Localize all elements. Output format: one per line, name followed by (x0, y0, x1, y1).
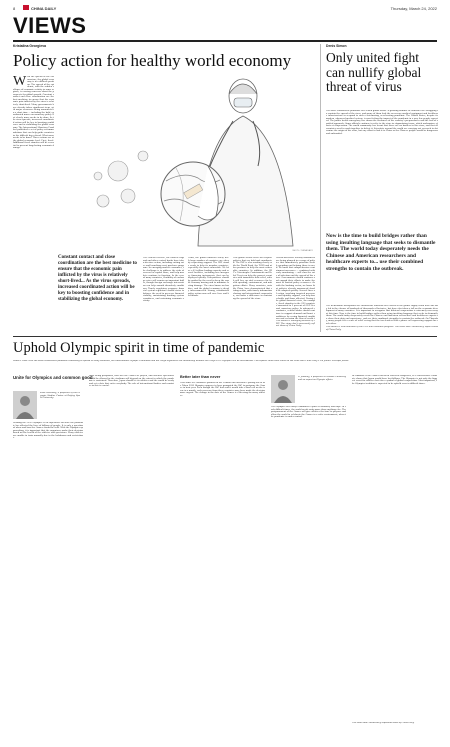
right-text-1: The novel coronavirus pandemic has seized global havoc. A growing number of countries are struggling to contain the spread of the virus, and many of them lack the necessary medical equipment and healthcare infrastructure to respond to such a fast-moving, accelerating pandemic. The United States, despite its modern, advanced medical system, is now feeling the impact of the pandemic in a way few people expected. The public health emergency has shown the weakness of the country's preparedness and the lack of a unified approach. Some officials continue to refer to the virus in stigmatizing terms, which undermines efforts at cooperation. The world community has learnt that there are no borders to this virus, and that all countries need to work together to defeat it. Scientists around the world are carrying out research to determine the origin of the virus, but any effort to link it to China or the Chinese people would be dangerous and unfounded. (326, 110, 438, 135)
bottom-col-5: to eliminate if the Games had been canceled altogether, as a conservative estimate shows that Japan would have lost billions. The Olympics is not only the biggest event for athletes but also a symbol of global cooperation. Most important, the Olympics tradition is expected to be upheld even in difficult times. (352, 375, 437, 385)
section-title: VIEWS (13, 13, 87, 38)
right-text-2: The tremendous disruptions the coronavirus outbreak has caused in the global supply chain have not only led to the closure of hundreds of thousands of factories, but have also taken a toll on the economic development of many countries. It is important to recognize that bilateral cooperation is extremely necessary at this time. Now is the time to build bridges rather than using insulting language that seeks to dismantle them. The world today desperately needs the Chinese and American researchers and healthcare experts to share their data and experience, and use their combined strengths to contain the outbreak. On Thursday, many people felt a sense of relief seeing that the two leaders held a phone call expressing support for each other. (326, 305, 438, 325)
author-1-bio: Zhou Weisheng, a professor of the Olympic Studies Center at Beijing Sport University. (40, 392, 80, 400)
right-headline: Only united fight can nullify global threat of virus (326, 50, 422, 94)
sub-heading-1 (13, 375, 98, 381)
right-pull-quote: Now is the time to build bridges rather than using insulting language that seeks to dismantle them. The world today desperately needs the Chinese and American researchers and healthcare experts to... use their combined strengths to contain the outbreak. (326, 233, 436, 272)
author-2-bio: Yi Jianding, a professor at Waseda University and an expert on Olympic affairs. (298, 376, 346, 381)
bottom-author-note: The views don't necessarily represent those of China Daily. (352, 722, 415, 724)
issue-date: Thursday, March 24, 2022 (390, 6, 437, 11)
bottom-standfirst: Editor's Note: With the novel coronavirus pandemic continuing to spread in many countries, the International Olympic Committee and the Tokyo organizers are considering whether the Tokyo 2020 Olympics will be rescheduled. Two experts share their views on the issue with China Daily's Liu Jianna. Excerpts follow: (13, 360, 349, 362)
bottom-col-1: Reading the 2020 Olympics is an experience because the pandemic has affected the lives of billions of people. It is only a question of when and how the Games should be held. With the Olympics approaching, it is important that the organizers make their decision based on the health of the athletes and spectators. Many athletes are unable to train normally due to the lockdowns and restrictions. (13, 422, 83, 440)
sub-heading-1-text: Unite for Olympics and common good (13, 375, 93, 380)
left-col-1-text: ith the spread of the coronavirus, the global economy is in a difficult position. The spread of the epidemic, with the sudden collapse of economic activity in some regions, is causing concerns about the prospects for global growth. Constant contact and close coordination are the best medicine to ensure that the economic pain inflicted by the virus is relatively short-lived. Many governments have already taken significant steps, with major resources being announced in a short time — including the bold, coordinated moves on monetary policy. But clearly more needs to be done. As the virus spreads, increased coordinated action will be key to boosting confidence and in stabilizing the global economy. The International Monetary Fund has published a set of policy recommendations that can help guide countries in the difficult days ahead. What more needs to be done? Three actions are at the global economic level. First, fiscal. Additional fiscal stimulus will be essential to prevent long-lasting economic damage. (13, 76, 54, 150)
bottom-subhead: Better later than never (180, 375, 221, 379)
column-divider (320, 44, 321, 332)
left-byline: Kristalina Georgieva (13, 44, 46, 48)
bottom-col-3: That some IOC members planned in the Canada and Australia's pulling out of the Tokyo 2020 Olympics appears to have prompted the IOC to postpone the Games to next year. Even though the IOC had said it would take a final call on the issue in a month, such pressure from these countries may have made the decision more urgent. The change in the date of the Games is a blessing for many athletes. (180, 382, 265, 397)
bottom-headline: Uphold Olympic spirit in time of pandemic (13, 340, 265, 356)
drop-cap: W (13, 76, 27, 89)
china-daily-logo-icon (23, 5, 29, 10)
author-2-photo (271, 375, 295, 403)
doctor-globe-illustration-icon (58, 76, 315, 252)
right-byline: Denis Simon (326, 44, 347, 48)
left-col-1 (13, 76, 54, 326)
left-headline: Policy action for healthy world economy (13, 51, 292, 70)
bottom-col-2: After being postponed, how will the Games be played, and whether spectators would be allowed in the stadiums will depend on the extent to which the pandemic is contained. Therefore, Japan should let its athletes and the world be ready and set a date that suits everybody. The role of international bodies and countries in this is crucial. (89, 375, 174, 388)
right-author-note: The author is vice-chairman of the US-China relations program. The views don't necessarily reflect those of China Daily. (326, 326, 438, 331)
paper-name: CHINA DAILY (31, 6, 57, 11)
illustration (58, 76, 315, 252)
left-col-5: This global health crisis will require policies that are bold and coordinated. The IMF is also working closely with the World Bank, the WHO and other partners to help the most vulnerable countries. In addition, the IMF's Catastrophe Containment and Relief Trust can help the poorest countries with immediate debt relief, which will free up vital resources for health spending, containment, and mitigation efforts. Many countries, notably China, have demonstrated that strong action, with timely information sharing and international cooperation, can make a difference in containing the spread of the virus. (233, 257, 272, 300)
left-col-6: Proved measures already announced are being planned in a range of policies that immediately prioritize health spending and helping those in need. We know that comprehensive containment measures — combined with early monitoring — will slow the rate of infection and the spread of the virus. Governments should continue and expand their efforts to make the most of limited policy resources. As with the banking sector, we know that policies already announced should be adopted quickly. Several lines of action, involving targeted measures and liquidity support, can help households and firms affected. During the global financial crisis, for example, fiscal stimulus in the G20 countries amounted to 2 percent of GDP. Second, monetary policy. In advanced economies, central banks should continue to support demand and boost confidence by easing financial conditi (276, 257, 315, 318)
left-pull-quote: Constant contact and close coordination are the best medicine to ensure that the economic pain inflicted by the virus is relatively short-lived... As the virus spreads, increased coordinated action will be key to boosting confidence and in stabilizing the global economy. (58, 255, 137, 302)
bottom-col-4: The Olympics has always embodied a spirit of solidarity and hope. In such difficult times, the world needs unity more than anything else. The postponement of the Games will give athletes the time to prepare and allow the world to celebrate the Games in a safer environment, when the pandemic is under control. (271, 406, 346, 419)
page-number: 8 (13, 6, 16, 11)
left-author-note: The author is managing director of IMF. The views don't necessarily reflect those of China Daily. (276, 320, 315, 328)
person-icon (13, 391, 37, 419)
left-col-4: Third, the global financial safety net. A large number of countries are already requesting support. The IMF stands ready to help its member countries, especially the most vulnerable. We have a $1 trillion lending capacity and several facilities, including our emergency financing instruments, that can be deployed quickly. Policymakers should be guided by the need to keep the world economy moving and to minimize lasting damage. The virus knows no borders, and the global economy is deeply interconnected. Strong, coordinated policy action now will save lives and livelihoods. (188, 257, 229, 298)
author-1-photo (13, 391, 37, 419)
left-col-3: The Federal Reserve, the Bank of England and other central banks have taken decisive action, including cutting rates and launching asset purchase programs. In emerging market economies, the challenge is to address the risks of reversal in capital flows, and help markets continue to function. In the case of many countries, flexibility of exchange rates will remain an important buffer, though foreign exchange intervention can help smooth disorderly conditions. Timely regulatory response: financial system regulators should strive to balance the need to preserve financial stability, maintaining banking system soundness, and sustaining economic activity. (143, 257, 184, 303)
bottom-rule (13, 336, 437, 337)
photo-credit: SHI YU / CHINA DAILY (292, 250, 313, 252)
person-icon (271, 375, 295, 403)
section-rule (13, 40, 437, 42)
